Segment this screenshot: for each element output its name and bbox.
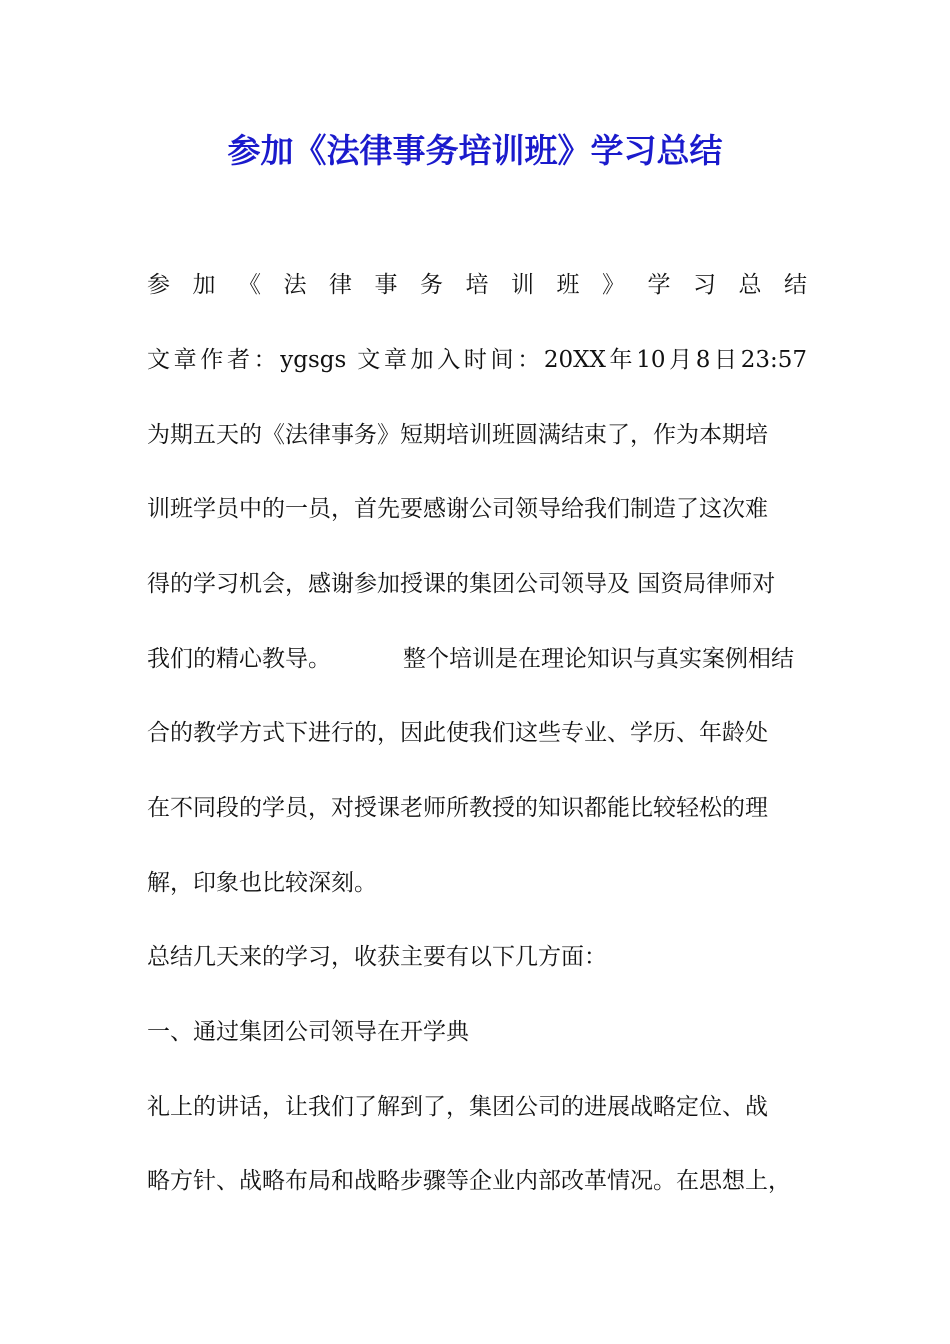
paragraph-line-8: 在不同段的学员，对授课老师所教授的知识都能比较轻松的理 — [147, 795, 768, 821]
paragraph-line-3: 为期五天的《法律事务》短期培训班圆满结束了，作为本期培 — [147, 422, 768, 448]
section-heading-1: 一、通过集团公司领导在开学典 — [147, 1019, 469, 1045]
paragraph-line-12: 略方针、战略布局和战略步骤等企业内部改革情况。在思想上， — [147, 1168, 791, 1194]
paragraph-line-6-end: 整个培训是在理论知识与真实案例相结 — [403, 646, 794, 672]
document-title: 参加《法律事务培训班》学习总结 — [227, 131, 723, 170]
paragraph-line-5: 得的学习机会，感谢参加授课的集团公司领导及 国资局律师对 — [147, 571, 776, 597]
paragraph-line-6 — [147, 644, 807, 674]
paragraph-line-11: 礼上的讲话，让我们了解到了，集团公司的进展战略定位、战 — [147, 1094, 768, 1120]
paragraph-line-10: 总结几天来的学习，收获主要有以下几方面： — [147, 944, 607, 970]
paragraph-line-2: 文章作者：ygsgs 文章加入时间：20XX年10月8日23:57 — [147, 347, 807, 373]
paragraph-line-7: 合的教学方式下进行的，因此使我们这些专业、学历、年龄处 — [147, 720, 768, 746]
paragraph-line-9: 解，印象也比较深刻。 — [147, 870, 377, 896]
paragraph-line-4: 训班学员中的一员，首先要感谢公司领导给我们制造了这次难 — [147, 496, 768, 522]
paragraph-line-6-start: 我们的精心教导。 — [147, 646, 331, 672]
paragraph-line-1: 参加《法律事务培训班》学习总结 — [147, 272, 807, 298]
